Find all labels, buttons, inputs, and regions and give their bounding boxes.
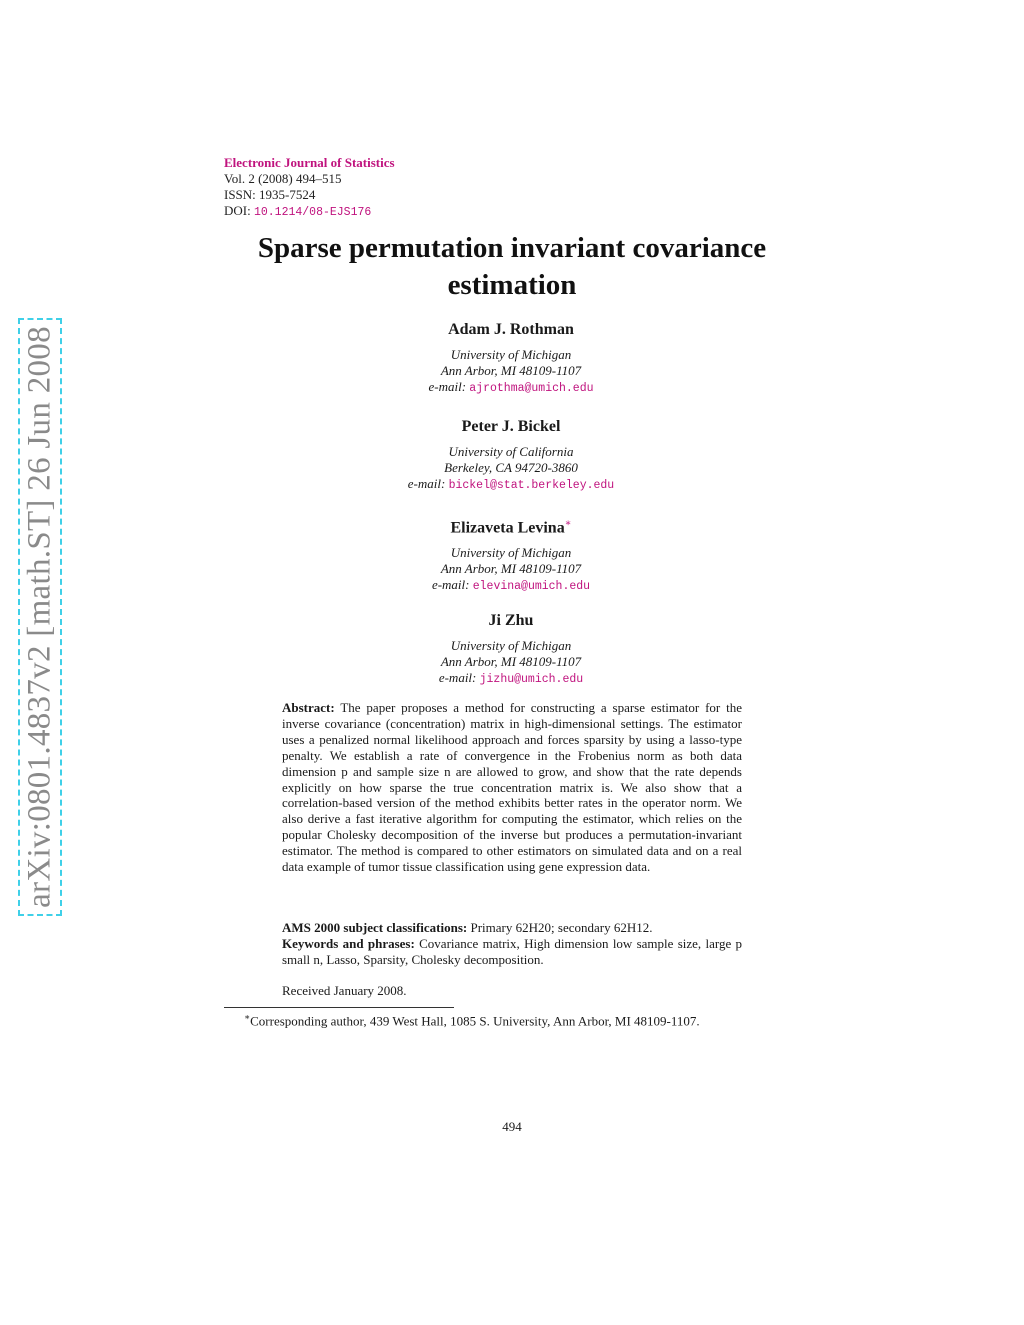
- author-address: Ann Arbor, MI 48109-1107: [440, 654, 582, 669]
- doi-label: DOI:: [224, 203, 251, 218]
- keywords-label: Keywords and phrases:: [282, 935, 415, 951]
- email-label: e-mail:: [428, 379, 467, 394]
- author-email-link[interactable]: jizhu@umich.edu: [479, 673, 584, 686]
- ams-label: AMS 2000 subject classifications:: [282, 920, 468, 935]
- author-address: Berkeley, CA 94720-3860: [444, 460, 578, 475]
- author-email-link[interactable]: bickel@stat.berkeley.edu: [448, 479, 615, 492]
- abstract: [282, 700, 742, 875]
- footnote-text: Corresponding author, 439 West Hall, 1085 S. University, Ann Arbor, MI 48109-1107.: [250, 1013, 700, 1029]
- journal-name[interactable]: Electronic Journal of Statistics: [224, 155, 395, 170]
- abstract-text: The paper proposes a method for constructing a sparse estimator for the inverse covariance (concentration) matrix in high-dimensional settings. The estimator uses a penalized normal likelihood approach and forces sparsity by using a lasso-type penalty. We establish a rate of convergence in the Frobenius norm as both data dimension p and sample size n are allowed to grow, and show that the rate depends explicitly on how sparse the true concentration matrix is. We also show that a correlation-based version of the method exhibits better rates in the operator norm. We also derive a fast iterative algorithm for computing the estimator, which relies on the popular Cholesky decomposition of the inverse but produces a permutation-invariant estimator. The method is compared to other estimators on simulated data and on a real data example of tumor tissue classification using gene expression data.: [282, 700, 743, 875]
- ams-classification: [282, 920, 742, 936]
- keywords-text: Covariance matrix, High dimension low sample size, large p small n, Lasso, Sparsity, Cholesky decomposition.: [282, 935, 743, 967]
- author-affiliation: University of Michigan: [450, 347, 572, 362]
- author-affiliation: University of Michigan: [450, 638, 572, 653]
- author-address: Ann Arbor, MI 48109-1107: [440, 561, 582, 577]
- arxiv-id: arXiv:0801.4837v2 [math.ST] 26 Jun 2008: [21, 326, 58, 908]
- author-email-link[interactable]: ajrothma@umich.edu: [469, 382, 594, 395]
- email-label: e-mail:: [431, 577, 470, 593]
- author-block-rothman: [300, 320, 722, 397]
- doi-link[interactable]: 10.1214/08-EJS176: [253, 206, 372, 219]
- author-affiliation: University of Michigan: [450, 545, 572, 561]
- footnote-divider: [224, 1007, 454, 1008]
- email-label: e-mail:: [438, 670, 477, 685]
- page-number: 494: [502, 1119, 522, 1134]
- author-address: Ann Arbor, MI 48109-1107: [440, 363, 582, 378]
- footnote: [244, 1012, 700, 1029]
- ams-text: Primary 62H20; secondary 62H12.: [470, 920, 653, 935]
- journal-issn: ISSN: 1935-7524: [224, 187, 316, 202]
- author-affiliation: University of California: [448, 444, 574, 459]
- author-block-bickel: [300, 417, 722, 494]
- author-block-zhu: [300, 611, 722, 688]
- footnote-marker: ∗: [244, 1012, 251, 1022]
- author-name: Elizaveta Levina: [450, 519, 565, 537]
- email-label: e-mail:: [407, 476, 446, 491]
- author-name: Ji Zhu: [488, 612, 534, 629]
- footnote-marker-link[interactable]: ∗: [564, 518, 572, 529]
- abstract-label: Abstract:: [282, 700, 335, 715]
- received-date: Received January 2008.: [282, 983, 407, 998]
- arxiv-sidebar-stamp: [18, 318, 62, 916]
- paper-title: Sparse permutation invariant covariance estimation: [257, 232, 767, 301]
- classification-block: [282, 920, 742, 968]
- journal-header: [224, 155, 395, 221]
- keywords: [282, 936, 742, 968]
- author-name: Peter J. Bickel: [461, 418, 561, 435]
- author-name: Adam J. Rothman: [448, 321, 574, 338]
- author-email-link[interactable]: elevina@umich.edu: [472, 580, 591, 594]
- author-block-levina: [300, 514, 722, 595]
- journal-doi-line: [224, 203, 395, 221]
- journal-volume: Vol. 2 (2008) 494–515: [224, 171, 342, 186]
